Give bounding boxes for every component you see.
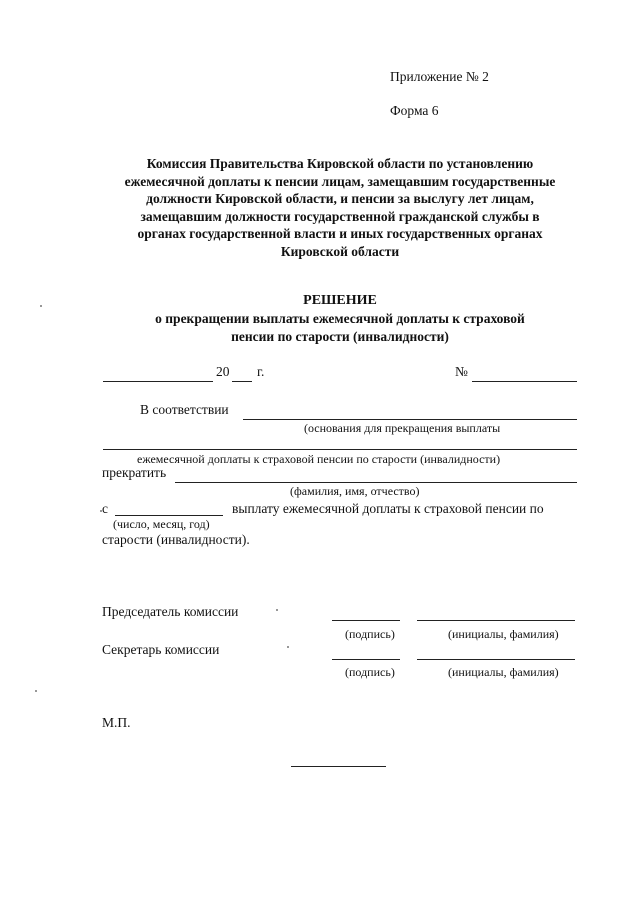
terminate-label: прекратить	[102, 465, 167, 480]
year-field[interactable]	[232, 381, 252, 382]
scan-speck	[100, 510, 102, 512]
decision-subtitle-line: пенсии по старости (инвалидности)	[231, 328, 449, 344]
scan-speck	[35, 690, 37, 692]
appendix-label: Приложение № 2	[390, 69, 489, 84]
commission-line: органах государственной власти и иных государственных органах	[137, 226, 543, 241]
number-sign: №	[455, 364, 468, 379]
start-date-field[interactable]	[115, 515, 223, 516]
decision-number-field[interactable]	[472, 381, 577, 382]
decision-subtitle-line: о прекращении выплаты ежемесячной доплаты к страховой	[155, 311, 525, 326]
secretary-name-hint: (инициалы, фамилия)	[448, 665, 559, 679]
grounds-hint-cont: ежемесячной доплаты к страховой пенсии по старости (инвалидности)	[137, 452, 501, 466]
in-accordance-label: В соответствии	[140, 402, 229, 417]
decision-subtitle	[90, 310, 590, 345]
payment-text-cont: старости (инвалидности).	[102, 532, 250, 547]
scan-speck	[276, 609, 278, 611]
stamp-label: М.П.	[102, 715, 131, 730]
grounds-hint: (основания для прекращения выплаты	[304, 421, 501, 435]
year-suffix: г.	[257, 364, 265, 379]
secretary-sign-hint: (подпись)	[345, 665, 395, 679]
scan-speck	[287, 646, 289, 648]
commission-line: Комиссия Правительства Кировской области по установлению	[146, 156, 534, 171]
bottom-separator	[291, 766, 386, 767]
payment-text: выплату ежемесячной доплаты к страховой пенсии по	[232, 501, 544, 516]
form-label: Форма 6	[390, 103, 439, 118]
secretary-name-field[interactable]	[417, 659, 575, 660]
decision-title: РЕШЕНИЕ	[303, 293, 377, 308]
from-label: с	[102, 501, 108, 516]
grounds-field-cont[interactable]	[103, 449, 577, 450]
commission-line: замещавшим должности государственной гражданской службы в	[140, 208, 540, 224]
date-day-month-field[interactable]	[103, 381, 213, 382]
date-hint: (число, месяц, год)	[113, 517, 210, 531]
commission-line: ежемесячной доплаты к пенсии лицам, замещавшим государственные	[124, 173, 556, 189]
secretary-label: Секретарь комиссии	[102, 642, 220, 657]
scan-speck	[40, 305, 42, 307]
chairman-sign-hint: (подпись)	[345, 627, 395, 641]
chairman-label: Председатель комиссии	[102, 604, 239, 619]
fio-hint: (фамилия, имя, отчество)	[290, 484, 420, 498]
chairman-signature-field[interactable]	[332, 620, 400, 621]
fio-field[interactable]	[175, 482, 577, 483]
chairman-name-hint: (инициалы, фамилия)	[448, 627, 559, 641]
year-prefix: 20	[216, 364, 230, 379]
commission-title	[90, 155, 590, 260]
commission-line: должности Кировской области, и пенсии за выслугу лет лицам,	[146, 191, 534, 206]
grounds-field[interactable]	[243, 419, 577, 420]
secretary-signature-field[interactable]	[332, 659, 400, 660]
chairman-name-field[interactable]	[417, 620, 575, 621]
commission-line: Кировской области	[280, 243, 400, 259]
